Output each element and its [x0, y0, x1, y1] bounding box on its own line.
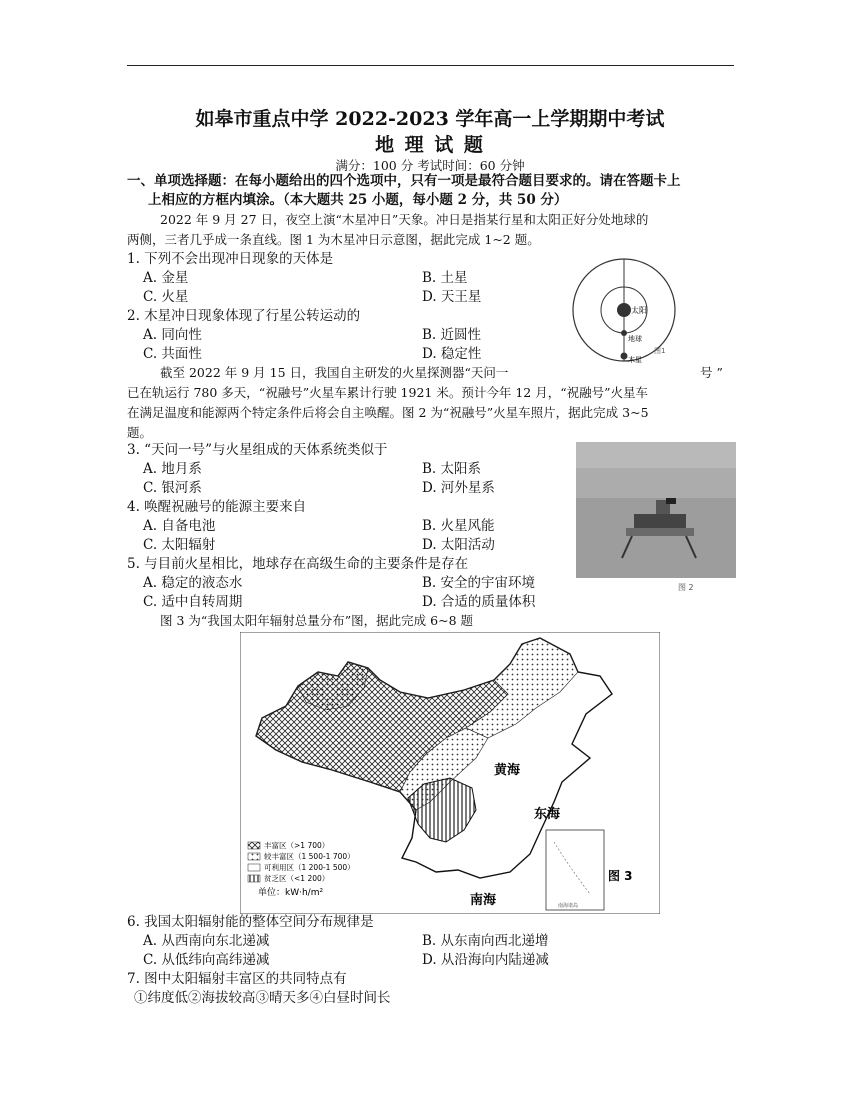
q2-option-b[interactable]: B. 近圆性: [422, 327, 482, 343]
sun-label: 太阳: [631, 306, 647, 315]
south-sea-label: 南海: [470, 893, 497, 908]
rover-photo: [576, 442, 736, 594]
intro3: 图 3 为“我国太阳年辐射总量分布”图，据此完成 6~8 题: [160, 613, 474, 628]
orbit-diagram: [568, 258, 680, 370]
q4-option-b[interactable]: B. 火星风能: [422, 518, 495, 534]
q5-stem: 5. 与目前火星相比，地球存在高级生命的主要条件是存在: [127, 556, 469, 572]
section-heading-line2: 上相应的方框内填涂。（本大题共 25 小题，每小题 2 分，共 50 分）: [148, 192, 568, 208]
exam-subtitle: 地 理 试 题: [375, 134, 485, 156]
intro2-line1b: 号 ”: [700, 365, 723, 380]
sun-dot: [617, 303, 631, 317]
legend-swatch-relatively-abundant: [248, 853, 260, 860]
q2-option-c[interactable]: C. 共面性: [143, 346, 202, 362]
q4-option-d[interactable]: D. 太阳活动: [422, 537, 495, 553]
legend-label-usable: 可利用区（1 200-1 500）: [264, 863, 355, 872]
exam-title: 如皋市重点中学 2022-2023 学年高一上学期期中考试: [195, 108, 665, 130]
intro2-line1a: 截至 2022 年 9 月 15 日，我国自主研发的火星探测器“天问一: [160, 365, 509, 380]
q2-option-d[interactable]: D. 稳定性: [422, 346, 482, 362]
q3-option-b[interactable]: B. 太阳系: [422, 461, 482, 477]
q1-option-b[interactable]: B. 土星: [422, 270, 468, 286]
exam-meta: 满分：100 分 考试时间：60 分钟: [335, 158, 525, 173]
q5-option-a[interactable]: A. 稳定的液态水: [143, 575, 243, 591]
figure-1-jupiter-opposition: [568, 258, 680, 370]
q6-option-b[interactable]: B. 从东南向西北递增: [422, 933, 549, 949]
figure-2-rover-photo: [576, 442, 736, 594]
q6-option-d[interactable]: D. 从沿海向内陆递减: [422, 952, 549, 968]
legend-label-relatively-abundant: 较丰富区（1 500-1 700）: [264, 852, 355, 861]
yellow-sea-label: 黄海: [494, 763, 521, 778]
figure-1-caption: 图1: [654, 347, 666, 355]
figure-3-caption: 图 3: [608, 869, 633, 883]
figure-2-caption: 图 2: [678, 583, 694, 592]
q1-option-d[interactable]: D. 天王星: [422, 289, 482, 305]
q2-option-a[interactable]: A. 同向性: [143, 327, 202, 343]
section-heading-line1: 一、单项选择题：在每小题给出的四个选项中，只有一项是最符合题目要求的。请在答题卡上: [127, 173, 681, 189]
q6-option-a[interactable]: A. 从西南向东北递减: [143, 933, 270, 949]
q5-option-c[interactable]: C. 适中自转周期: [143, 594, 243, 610]
legend-label-poor: 贫乏区（<1 200）: [264, 874, 330, 883]
legend-label-abundant: 丰富区（>1 700）: [264, 841, 330, 850]
solar-radiation-map: [240, 632, 660, 914]
q5-option-d[interactable]: D. 合适的质量体积: [422, 594, 536, 610]
q7-stem: 7. 图中太阳辐射丰富区的共同特点有: [127, 971, 347, 987]
jupiter-label: 木星: [628, 356, 642, 364]
q4-stem: 4. 唤醒祝融号的能源主要来自: [127, 499, 307, 515]
q3-stem: 3. “天问一号”与火星组成的天体系统类似于: [127, 442, 388, 458]
legend-swatch-usable: [248, 864, 260, 871]
q5-option-b[interactable]: B. 安全的宇宙环境: [422, 575, 536, 591]
q1-option-a[interactable]: A. 金星: [143, 270, 189, 286]
legend-swatch-poor: [248, 875, 260, 882]
q1-option-c[interactable]: C. 火星: [143, 289, 189, 305]
intro2-line2: 已在轨运行 780 多天，“祝融号”火星车累计行驶 1921 米。预计今年 12 月，“祝融号”火星车: [127, 385, 648, 400]
top-rule: [127, 65, 734, 66]
q3-option-d[interactable]: D. 河外星系: [422, 480, 495, 496]
jupiter-dot: [621, 353, 628, 360]
earth-dot: [621, 330, 627, 336]
q6-option-c[interactable]: C. 从低纬向高纬递减: [143, 952, 270, 968]
intro1-line1: 2022 年 9 月 27 日，夜空上演“木星冲日”天象。冲日是指某行星和太阳正好分处地球的: [160, 212, 649, 227]
intro2-line3: 在满足温度和能源两个特定条件后将会自主唤醒。图 2 为“祝融号”火星车照片，据此完成 3~5: [127, 405, 649, 420]
south-sea-inset: [546, 830, 604, 910]
intro1-line2: 两侧，三者几乎成一条直线。图 1 为木星冲日示意图，据此完成 1~2 题。: [127, 232, 540, 247]
earth-label: 地球: [628, 335, 642, 343]
east-sea-label: 东海: [534, 807, 561, 822]
q2-stem: 2. 木星冲日现象体现了行星公转运动的: [127, 308, 361, 324]
q3-option-c[interactable]: C. 银河系: [143, 480, 202, 496]
q1-stem: 1. 下列不会出现冲日现象的天体是: [127, 251, 334, 267]
q6-stem: 6. 我国太阳辐射能的整体空间分布规律是: [127, 914, 374, 930]
figure-3-solar-radiation-map: [240, 632, 660, 914]
intro2-line4: 题。: [127, 425, 153, 440]
legend-unit: 单位：kW·h/m²: [258, 888, 324, 898]
legend-swatch-abundant: [248, 842, 260, 849]
q7-statements: ①纬度低②海拔较高③晴天多④白昼时间长: [134, 990, 391, 1006]
q4-option-c[interactable]: C. 太阳辐射: [143, 537, 216, 553]
q4-option-a[interactable]: A. 自备电池: [143, 518, 216, 534]
q3-option-a[interactable]: A. 地月系: [143, 461, 202, 477]
inset-label: 南海诸岛: [558, 903, 579, 909]
